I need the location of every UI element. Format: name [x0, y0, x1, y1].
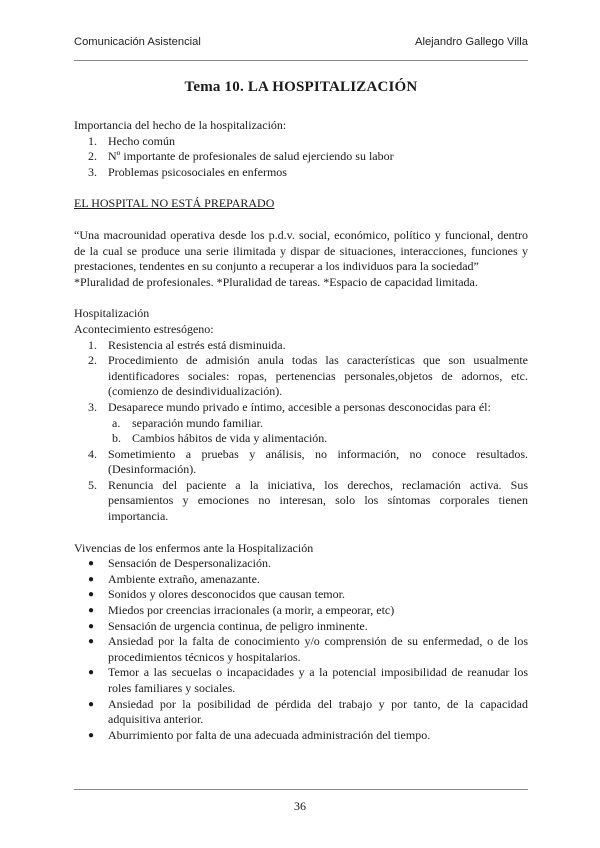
- item-text: Desaparece mundo privado e íntimo, accesible a personas desconocidas para él:: [108, 399, 491, 414]
- list-item: [74, 697, 528, 728]
- page-body: [74, 80, 528, 743]
- item-text: Ansiedad por la posibilidad de pérdida del trabajo y por tanto, de la capacidad adquisitiva anterior.: [108, 696, 528, 727]
- vivencias-list: [74, 556, 528, 743]
- bullet-icon: ●: [88, 605, 95, 617]
- item-number: 3.: [88, 399, 97, 414]
- item-number: 5.: [88, 477, 97, 492]
- importance-list: [74, 134, 528, 181]
- item-text: Resistencia al estrés está disminuida.: [108, 337, 286, 352]
- item-text: Ansiedad por la falta de conocimiento y/o comprensión de su enfermedad, o de los procedimientos técnicos y hospitalarios.: [108, 634, 528, 664]
- header-author: Alejandro Gallego Villa: [415, 36, 528, 48]
- item-text: Sonidos y olores desconocidos que causan temor.: [108, 587, 345, 602]
- bullet-icon: ●: [88, 573, 95, 585]
- list-item: [74, 572, 528, 588]
- list-item: [74, 603, 528, 619]
- bullet-icon: ●: [88, 667, 95, 679]
- bullet-icon: ●: [88, 589, 95, 601]
- list-item: [74, 634, 528, 665]
- list-item: [74, 353, 528, 400]
- sub-list-item: [74, 431, 528, 447]
- item-number: 2.: [88, 353, 97, 368]
- item-text: Ambiente extraño, amenazante.: [108, 571, 260, 586]
- item-text: separación mundo familiar.: [132, 415, 263, 430]
- list-item: [74, 338, 528, 354]
- item-text: Hecho común: [108, 133, 175, 148]
- plurality-line: *Pluralidad de profesionales. *Pluralidad de tareas. *Espacio de capacidad limitada.: [74, 274, 478, 289]
- list-item: [74, 665, 528, 696]
- bullet-icon: ●: [88, 636, 95, 648]
- list-item: [74, 587, 528, 603]
- stress-list: [74, 338, 528, 525]
- list-item: [74, 447, 528, 478]
- page-title: Tema 10. LA HOSPITALIZACIÓN: [184, 79, 418, 95]
- list-item: [74, 134, 528, 150]
- item-text: Procedimiento de admisión anula todas las características que son usualmente identificadores sociales: ropas, pertenencias personales,objetos de adornos, etc. (comienzo de desindividualización).: [108, 353, 528, 399]
- bullet-icon: ●: [88, 729, 95, 741]
- definition-quote: “Una macrounidad operativa desde los p.d.v. social, económico, político y funcional, dentro de la cual se produce una serie ilimitada y dispar de situaciones, interacciones, funciones y prestaciones, tendentes en su conjunto a recuperar a los individuos para la sociedad”: [74, 227, 528, 274]
- item-number: 4.: [88, 446, 97, 461]
- item-number: 3.: [88, 164, 97, 179]
- item-number: 2.: [88, 149, 97, 164]
- sub-list-item: [74, 416, 528, 432]
- item-letter: a.: [112, 415, 121, 430]
- list-item: [74, 149, 528, 165]
- bullet-icon: ●: [88, 698, 95, 710]
- hospitalization-heading: Hospitalización: [74, 306, 150, 321]
- list-item: [74, 619, 528, 635]
- vivencias-heading: Vivencias de los enfermos ante la Hospitalización: [74, 540, 314, 555]
- bullet-icon: ●: [88, 558, 95, 570]
- item-number: 1.: [88, 337, 97, 352]
- item-number: 1.: [88, 133, 97, 148]
- item-text: Aburrimiento por falta de una adecuada administración del tiempo.: [108, 727, 431, 742]
- section-heading: EL HOSPITAL NO ESTÁ PREPARADO: [74, 196, 275, 211]
- item-text: Cambios hábitos de vida y alimentación.: [132, 431, 328, 446]
- stress-subheading: Acontecimiento estresógeno:: [74, 321, 214, 336]
- header-rule: [74, 60, 528, 61]
- item-text: Renuncia del paciente a la iniciativa, los derechos, reclamación activa. Sus pensamientos y emociones no interesan, solo los síntomas corporales tienen importancia.: [108, 477, 528, 524]
- item-text: Miedos por creencias irracionales (a morir, a empeorar, etc): [108, 603, 395, 618]
- importance-intro: Importancia del hecho de la hospitalización:: [74, 118, 287, 132]
- bullet-icon: ●: [88, 620, 95, 632]
- item-text: Nº importante de profesionales de salud ejerciendo su labor: [108, 149, 394, 164]
- list-item: [74, 400, 528, 416]
- list-item: [74, 165, 528, 181]
- item-text: Problemas psicosociales en enfermos: [108, 164, 287, 179]
- item-text: Sensación de Despersonalización.: [108, 556, 271, 571]
- item-text: Temor a las secuelas o incapacidades y a la potencial imposibilidad de reanudar los roles familiares y sociales.: [108, 665, 528, 695]
- item-text: Sensación de urgencia continua, de peligro inminente.: [108, 618, 368, 633]
- footer-rule: [74, 789, 528, 790]
- page-number: 36: [294, 799, 306, 813]
- list-item: [74, 556, 528, 572]
- item-letter: b.: [112, 431, 121, 446]
- list-item: [74, 478, 528, 525]
- page-header: [74, 36, 528, 52]
- list-item: [74, 728, 528, 744]
- item-text: Sometimiento a pruebas y análisis, no información, no conoce resultados. (Desinformación).: [108, 446, 528, 477]
- header-course: Comunicación Asistencial: [74, 36, 201, 48]
